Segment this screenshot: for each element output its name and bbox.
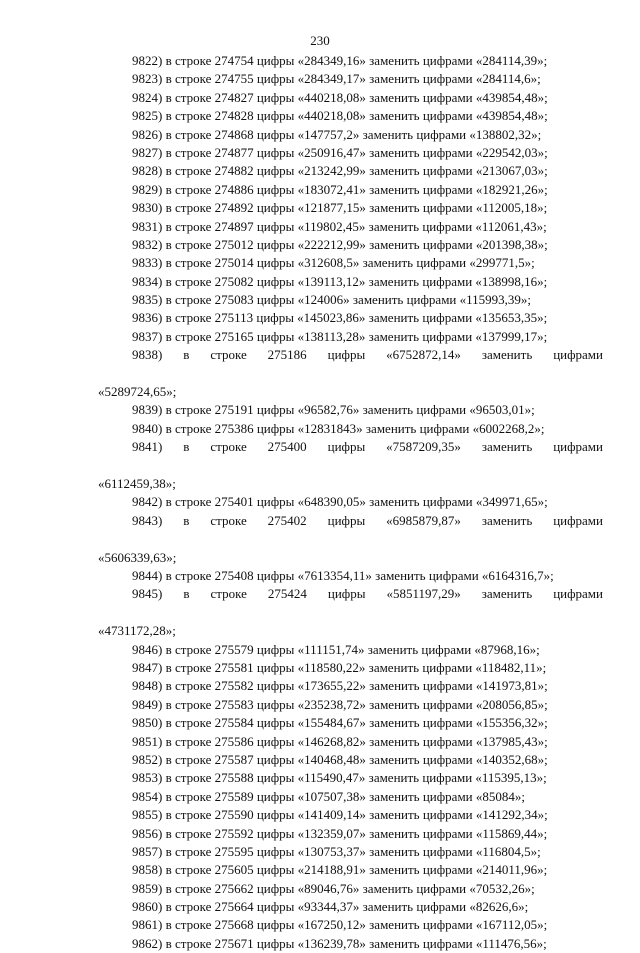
list-item: 9825) в строке 274828 цифры «440218,08» заменить цифрами «439854,48»;	[132, 108, 548, 124]
list-item: 9833) в строке 275014 цифры «312608,5» заменить цифрами «299771,5»;	[132, 255, 535, 271]
list-item: 9826) в строке 274868 цифры «147757,2» заменить цифрами «138802,32»;	[132, 126, 542, 142]
list-item: 9832) в строке 275012 цифры «222212,99» заменить цифрами «201398,38»;	[132, 236, 548, 252]
list-item: 9829) в строке 274886 цифры «183072,41» заменить цифрами «182921,26»;	[132, 181, 548, 197]
list-item: 9847) в строке 275581 цифры «118580,22» заменить цифрами «118482,11»;	[132, 660, 547, 676]
list-item-wrapped: 9841) в строке 275400 цифры «7587209,35» заменить цифрами	[132, 439, 603, 455]
list-item: 9827) в строке 274877 цифры «250916,47» заменить цифрами «229542,03»;	[132, 144, 548, 160]
list-item-continuation: «5606339,63»;	[98, 549, 177, 565]
list-item: 9823) в строке 274755 цифры «284349,17» заменить цифрами «284114,6»;	[132, 71, 541, 87]
list-item: 9859) в строке 275662 цифры «89046,76» заменить цифрами «70532,26»;	[132, 880, 535, 896]
list-item: 9850) в строке 275584 цифры «155484,67» заменить цифрами «155356,32»;	[132, 715, 548, 731]
list-item-wrapped: 9843) в строке 275402 цифры «6985879,87» заменить цифрами	[132, 512, 603, 528]
list-item-continuation: «4731172,28»;	[98, 623, 176, 639]
list-item: 9836) в строке 275113 цифры «145023,86» заменить цифрами «135653,35»;	[132, 310, 548, 326]
list-item-wrapped: 9838) в строке 275186 цифры «6752872,14» заменить цифрами	[132, 347, 603, 363]
list-item: 9848) в строке 275582 цифры «173655,22» заменить цифрами «141973,81»;	[132, 678, 548, 694]
list-item: 9844) в строке 275408 цифры «7613354,11» заменить цифрами «6164316,7»;	[132, 568, 554, 584]
list-item: 9846) в строке 275579 цифры «111151,74» заменить цифрами «87968,16»;	[132, 641, 540, 657]
list-item: 9857) в строке 275595 цифры «130753,37» заменить цифрами «116804,5»;	[132, 843, 541, 859]
list-item: 9839) в строке 275191 цифры «96582,76» заменить цифрами «96503,01»;	[132, 402, 535, 418]
list-item: 9854) в строке 275589 цифры «107507,38» заменить цифрами «85084»;	[132, 788, 525, 804]
list-item: 9830) в строке 274892 цифры «121877,15» заменить цифрами «112005,18»;	[132, 200, 548, 216]
list-item: 9824) в строке 274827 цифры «440218,08» заменить цифрами «439854,48»;	[132, 89, 548, 105]
list-item: 9840) в строке 275386 цифры «12831843» заменить цифрами «6002268,2»;	[132, 420, 545, 436]
list-item: 9837) в строке 275165 цифры «138113,28» заменить цифрами «137999,17»;	[132, 328, 548, 344]
list-item-wrapped: 9845) в строке 275424 цифры «5851197,29» заменить цифрами	[132, 586, 603, 602]
list-item: 9822) в строке 274754 цифры «284349,16» заменить цифрами «284114,39»;	[132, 53, 548, 68]
list-item-continuation: «6112459,38»;	[98, 476, 176, 492]
list-item: 9855) в строке 275590 цифры «141409,14» заменить цифрами «141292,34»;	[132, 807, 548, 823]
list-item: 9842) в строке 275401 цифры «648390,05» заменить цифрами «349971,65»;	[132, 494, 548, 510]
document-body	[98, 52, 603, 953]
list-item: 9831) в строке 274897 цифры «119802,45» заменить цифрами «112061,43»;	[132, 218, 547, 234]
list-item-continuation: «5289724,65»;	[98, 384, 177, 400]
list-item: 9853) в строке 275588 цифры «115490,47» заменить цифрами «115395,13»;	[132, 770, 547, 786]
list-item: 9860) в строке 275664 цифры «93344,37» заменить цифрами «82626,6»;	[132, 899, 529, 915]
list-item: 9834) в строке 275082 цифры «139113,12» заменить цифрами «138998,16»;	[132, 273, 548, 289]
list-item: 9835) в строке 275083 цифры «124006» заменить цифрами «115993,39»;	[132, 292, 532, 308]
list-item: 9851) в строке 275586 цифры «146268,82» заменить цифрами «137985,43»;	[132, 733, 548, 749]
list-item: 9828) в строке 274882 цифры «213242,99» заменить цифрами «213067,03»;	[132, 163, 548, 179]
list-item: 9852) в строке 275587 цифры «140468,48» заменить цифрами «140352,68»;	[132, 751, 548, 767]
list-item: 9856) в строке 275592 цифры «132359,07» заменить цифрами «115869,44»;	[132, 825, 548, 841]
list-item: 9862) в строке 275671 цифры «136239,78» заменить цифрами «111476,56»;	[132, 935, 547, 951]
page-number: 230	[310, 33, 330, 48]
list-item: 9858) в строке 275605 цифры «214188,91» заменить цифрами «214011,96»;	[132, 862, 548, 878]
list-item: 9861) в строке 275668 цифры «167250,12» заменить цифрами «167112,05»;	[132, 917, 548, 933]
list-item: 9849) в строке 275583 цифры «235238,72» заменить цифрами «208056,85»;	[132, 696, 548, 712]
